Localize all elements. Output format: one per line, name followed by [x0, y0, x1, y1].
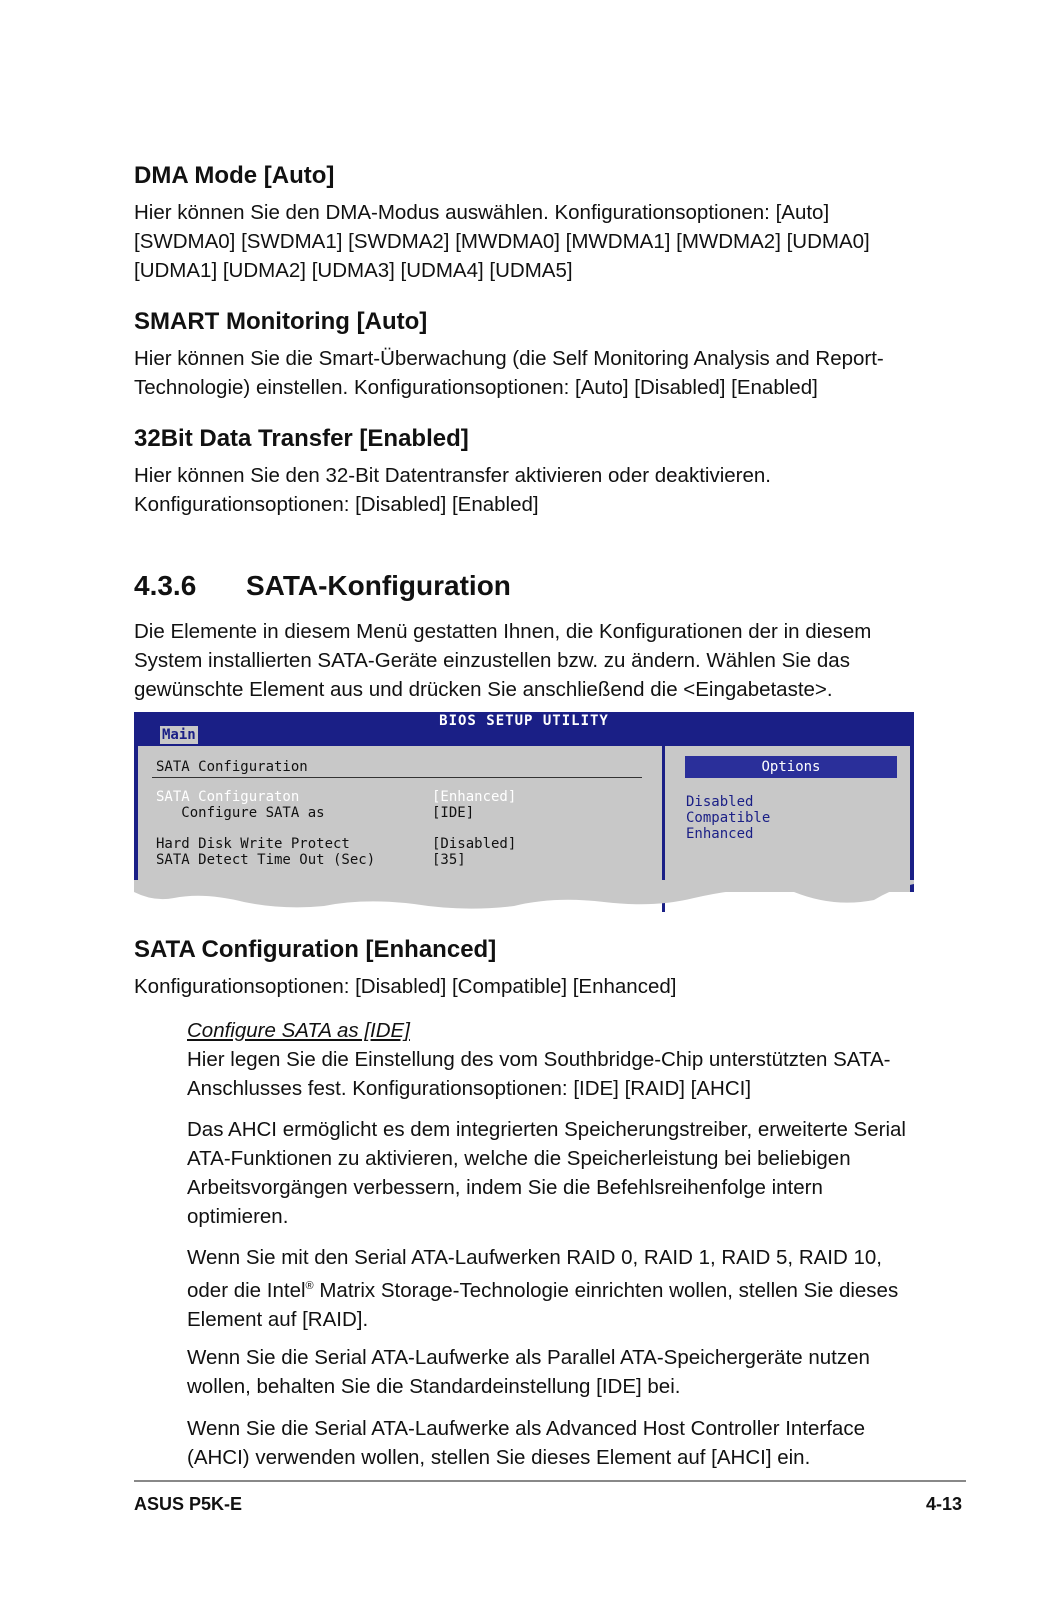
configure-sata-p3-b: Matrix Storage-Technologie einrichten wollen, stellen Sie dieses Element auf [RAID].	[187, 1278, 899, 1331]
bios-option-disabled[interactable]: Disabled	[686, 794, 754, 810]
bios-row-hard-disk-write-protect[interactable]: Hard Disk Write Protect	[156, 836, 350, 852]
smart-monitoring-heading: SMART Monitoring [Auto]	[134, 308, 428, 335]
bios-option-enhanced[interactable]: Enhanced	[686, 826, 754, 842]
bios-panel-title: SATA Configuration	[156, 759, 308, 775]
configure-sata-p5: Wenn Sie die Serial ATA-Laufwerke als Advanced Host Controller Interface (AHCI) verwenden wollen, stellen Sie dieses Element auf [AHCI] ein.	[187, 1417, 865, 1469]
bios-torn-edge	[134, 880, 914, 912]
bios-value-hard-disk-write-protect[interactable]: [Disabled]	[432, 836, 517, 852]
bios-tab-main[interactable]: Main	[162, 727, 196, 743]
bios-row-sata-detect-time-out[interactable]: SATA Detect Time Out (Sec)	[156, 852, 376, 868]
bios-title-bar	[134, 712, 914, 746]
configure-sata-p3-a: Wenn Sie mit den Serial ATA-Laufwerken RAID 0, RAID 1, RAID 5, RAID 10, oder die Intel	[187, 1246, 882, 1302]
configure-sata-p4: Wenn Sie die Serial ATA-Laufwerke als Parallel ATA-Speichergeräte nutzen wollen, behalten Sie die Standardeinstellung [IDE] bei.	[187, 1346, 870, 1398]
smart-monitoring-text: Hier können Sie die Smart-Überwachung (die Self Monitoring Analysis and Report-Technologie) einstellen. Konfigurationsoptionen: [Auto] [Disabled] [Enabled]	[134, 347, 884, 399]
bios-options-header: Options	[685, 756, 897, 778]
configure-sata-heading: Configure SATA as [IDE]	[187, 1019, 410, 1042]
registered-mark: ®	[305, 1280, 314, 1292]
bios-separator	[152, 777, 642, 778]
section-heading	[134, 570, 924, 602]
bios-screenshot	[134, 712, 914, 912]
dma-mode-heading: DMA Mode [Auto]	[134, 162, 335, 189]
section-number: 4.3.6	[134, 570, 197, 601]
bios-row-configure-sata-as[interactable]: Configure SATA as	[156, 805, 325, 821]
bios-title: BIOS SETUP UTILITY	[439, 713, 609, 729]
bios-value-sata-configuration[interactable]: [Enhanced]	[432, 789, 517, 805]
32bit-text: Hier können Sie den 32-Bit Datentransfer aktivieren oder deaktivieren. Konfigurationsoptionen: [Disabled] [Enabled]	[134, 464, 771, 516]
bios-value-sata-detect-time-out[interactable]: [35]	[432, 852, 466, 868]
configure-sata-p1: Hier legen Sie die Einstellung des vom Southbridge-Chip unterstützten SATA-Anschlusses fest. Konfigurationsoptionen: [IDE] [RAID] [AHCI]	[187, 1048, 891, 1100]
32bit-heading: 32Bit Data Transfer [Enabled]	[134, 425, 469, 452]
bios-option-compatible[interactable]: Compatible	[686, 810, 771, 826]
section-intro: Die Elemente in diesem Menü gestatten Ihnen, die Konfigurationen der in diesem System installierten SATA-Geräte einzustellen bzw. zu ändern. Wählen Sie das gewünschte Element aus und drücken Sie anschließend die <Eingabetaste>.	[134, 620, 872, 701]
section-title: SATA-Konfiguration	[246, 570, 511, 601]
dma-mode-text: Hier können Sie den DMA-Modus auswählen. Konfigurationsoptionen: [Auto] [SWDMA0] [SWDMA1] [SWDMA2] [MWDMA0] [MWDMA1] [MWDMA2] [UDMA0] [UDMA1] [UDMA2] [UDMA3] [UDMA4] [UDMA5]	[134, 201, 870, 282]
bios-row-sata-configuration[interactable]: SATA Configuraton	[156, 789, 300, 805]
footer-divider	[134, 1480, 966, 1482]
footer-product: ASUS P5K-E	[134, 1494, 243, 1514]
footer-page-number: 4-13	[926, 1494, 963, 1514]
sata-config-heading: SATA Configuration [Enhanced]	[134, 936, 497, 963]
configure-sata-p2: Das AHCI ermöglicht es dem integrierten Speicherungstreiber, erweiterte Serial ATA-Funktionen zu aktivieren, welche die Speicherleistung bei beliebigen Arbeitsvorgängen verbessern, indem Sie die Befehlsreihenfolge intern optimieren.	[187, 1118, 906, 1228]
bios-value-configure-sata-as[interactable]: [IDE]	[432, 805, 475, 821]
configure-sata-p3	[187, 1243, 927, 1334]
sata-config-text: Konfigurationsoptionen: [Disabled] [Compatible] [Enhanced]	[134, 975, 677, 998]
